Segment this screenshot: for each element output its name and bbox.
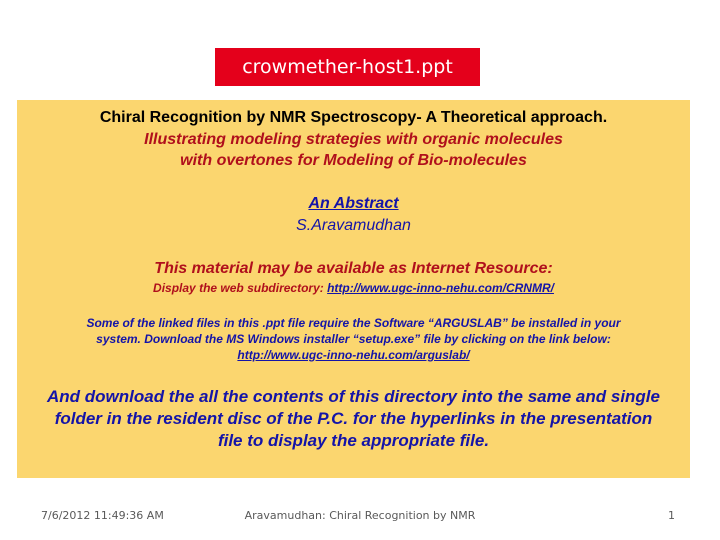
subdirectory-link[interactable]: http://www.ugc-inno-nehu.com/CRNMR/ — [327, 281, 554, 295]
footer-title: Aravamudhan: Chiral Recognition by NMR — [244, 509, 476, 522]
subtitle-line-1: Illustrating modeling strategies with organic molecules — [144, 131, 563, 148]
software-note-line-1: Some of the linked files in this .ppt file require the Software “ARGUSLAB” be installed in your — [86, 316, 621, 330]
software-note-line-2: system. Download the MS Windows installer “setup.exe” file by clicking on the link below: — [96, 332, 611, 346]
availability-note: This material may be available as Internet Resource: — [154, 260, 553, 277]
file-name-banner: crowmether-host1.ppt — [215, 48, 480, 86]
content-panel — [17, 100, 690, 478]
arguslab-link[interactable]: http://www.ugc-inno-nehu.com/arguslab/ — [237, 348, 470, 362]
download-note-line-3: file to display the appropriate file. — [217, 431, 490, 450]
author-name: S.Aravamudhan — [296, 217, 411, 234]
subdirectory-label: Display the web subdirectory: — [153, 281, 328, 295]
subtitle-line-2: with overtones for Modeling of Bio-molecules — [180, 152, 527, 169]
slide-title: Chiral Recognition by NMR Spectroscopy- A Theoretical approach. — [99, 109, 608, 126]
download-note-line-2: folder in the resident disc of the P.C. for the hyperlinks in the presentation — [54, 409, 653, 428]
abstract-link[interactable]: An Abstract — [308, 195, 399, 212]
subdirectory-line — [17, 281, 690, 295]
footer-date: 7/6/2012 11:49:36 AM — [41, 509, 164, 522]
download-note-line-1: And download the all the contents of this directory into the same and single — [46, 387, 660, 406]
footer-page-number: 1 — [668, 509, 675, 522]
